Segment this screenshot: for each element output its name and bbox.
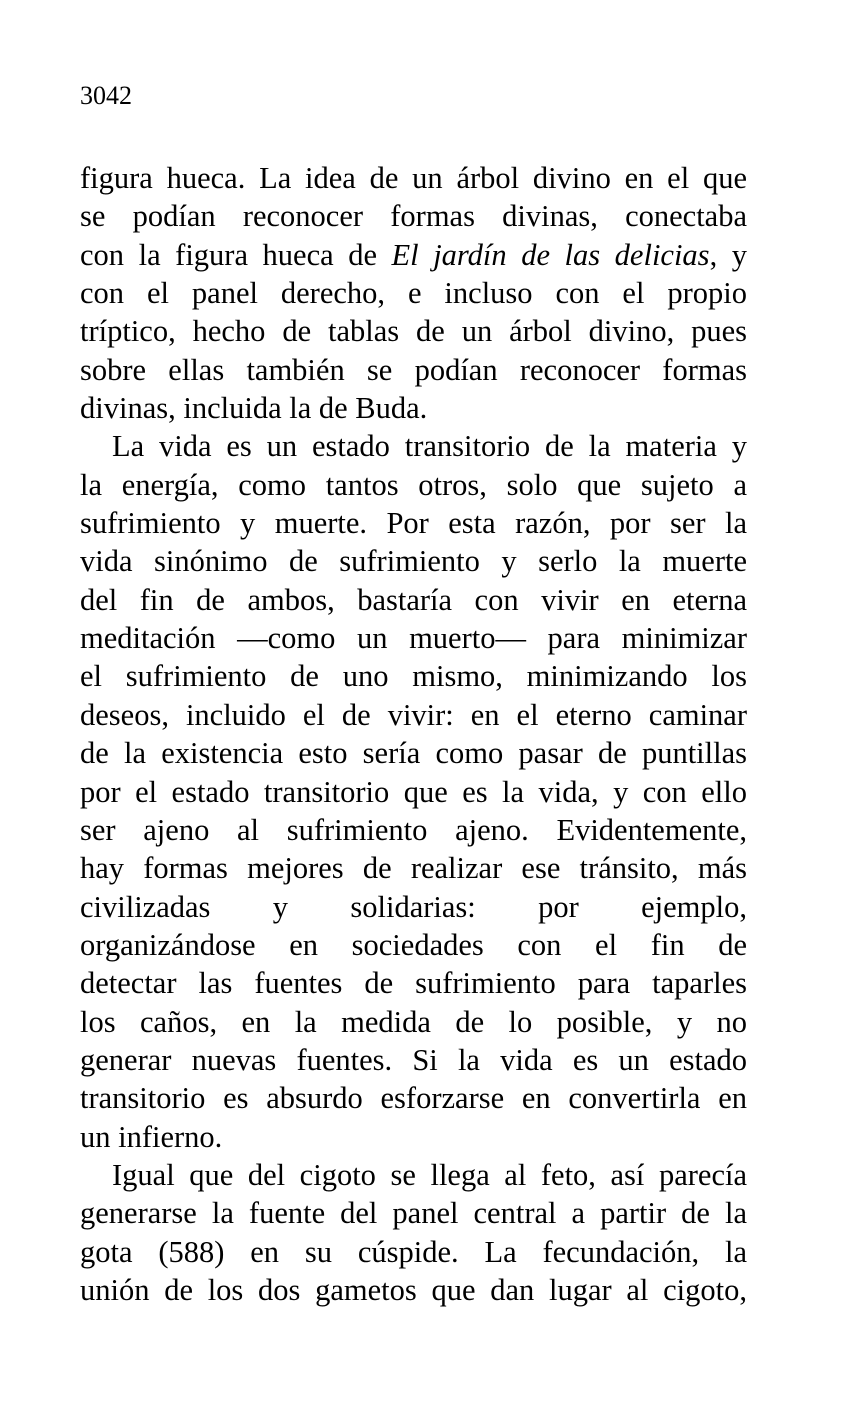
text-run: vida sinónimo de sufrimiento y serlo la muerte: [80, 544, 747, 579]
paragraph: [80, 159, 747, 427]
text-run: La vida es un estado transitorio de la materia y: [112, 429, 747, 464]
text-run: unión de los dos gametos que dan lugar al cigoto,: [80, 1272, 747, 1307]
text-line: [80, 1041, 747, 1079]
text-run: la energía, como tantos otros, solo que sujeto a: [80, 467, 747, 502]
text-run: meditación —como un muerto— para minimizar: [80, 621, 747, 656]
text-line: [80, 849, 747, 887]
text-run: organizándose en sociedades con el fin de: [80, 927, 747, 962]
text-run: gota (588) en su cúspide. La fecundación, la: [80, 1234, 747, 1269]
text-line: [80, 926, 747, 964]
page-number: 3042: [80, 81, 132, 110]
text-run: con la figura hueca de: [80, 237, 392, 272]
text-run: por el estado transitorio que es la vida, y con ello: [80, 774, 747, 809]
text-run: hay formas mejores de realizar ese tránsito, más: [80, 851, 747, 886]
text-line: [80, 1194, 747, 1232]
text-line: [80, 734, 747, 772]
text-run: deseos, incluido el de vivir: en el eterno caminar: [80, 697, 747, 732]
text-line: [80, 773, 747, 811]
text-line: [80, 964, 747, 1002]
text-line: [80, 888, 747, 926]
text-line: [80, 1271, 747, 1309]
text-line: [80, 1079, 747, 1117]
text-run: tríptico, hecho de tablas de un árbol divino, pues: [80, 314, 747, 349]
text-run: sobre ellas también se podían reconocer formas: [80, 352, 747, 387]
text-run: transitorio es absurdo esforzarse en convertirla en: [80, 1081, 747, 1116]
text-line: [80, 581, 747, 619]
text-run: Igual que del cigoto se llega al feto, así parecía: [112, 1157, 747, 1192]
text-line: [80, 542, 747, 580]
paragraph: [80, 427, 747, 1156]
text-run: detectar las fuentes de sufrimiento para taparles: [80, 966, 747, 1001]
text-line: [80, 159, 747, 197]
text-line: [80, 312, 747, 350]
text-run: , y: [709, 237, 747, 272]
text-line: [80, 236, 747, 274]
text-run: del fin de ambos, bastaría con vivir en eterna: [80, 582, 747, 617]
text-line: [80, 427, 747, 465]
text-run: generar nuevas fuentes. Si la vida es un estado: [80, 1042, 747, 1077]
text-line: [80, 1233, 747, 1271]
text-line: [80, 1118, 747, 1156]
text-line: [80, 504, 747, 542]
body-text: [80, 159, 747, 1309]
text-line: [80, 696, 747, 734]
text-run: divinas, incluida la de Buda.: [80, 391, 428, 426]
text-run: los caños, en la medida de lo posible, y no: [80, 1004, 747, 1039]
text-run: sufrimiento y muerte. Por esta razón, por ser la: [80, 506, 747, 541]
text-run: generarse la fuente del panel central a partir de la: [80, 1196, 747, 1231]
text-line: [80, 466, 747, 504]
text-line: [80, 1003, 747, 1041]
text-run: figura hueca. La idea de un árbol divino en el que: [80, 161, 747, 195]
text-line: [80, 811, 747, 849]
text-run: civilizadas y solidarias: por ejemplo,: [80, 889, 747, 924]
text-line: [80, 351, 747, 389]
text-run: de la existencia esto sería como pasar de puntillas: [80, 736, 747, 771]
text-line: [80, 389, 747, 427]
text-run: ser ajeno al sufrimiento ajeno. Evidentemente,: [80, 812, 747, 847]
text-line: [80, 619, 747, 657]
text-run: un infierno.: [80, 1119, 223, 1154]
text-line: [80, 657, 747, 695]
text-line: [80, 1156, 747, 1194]
text-line: [80, 197, 747, 235]
text-line: [80, 274, 747, 312]
italic-title: El jardín de las delicias: [391, 237, 710, 272]
paragraph: [80, 1156, 747, 1309]
text-run: se podían reconocer formas divinas, conectaba: [80, 199, 747, 234]
text-run: con el panel derecho, e incluso con el propio: [80, 276, 747, 311]
text-run: el sufrimiento de uno mismo, minimizando los: [80, 659, 747, 694]
